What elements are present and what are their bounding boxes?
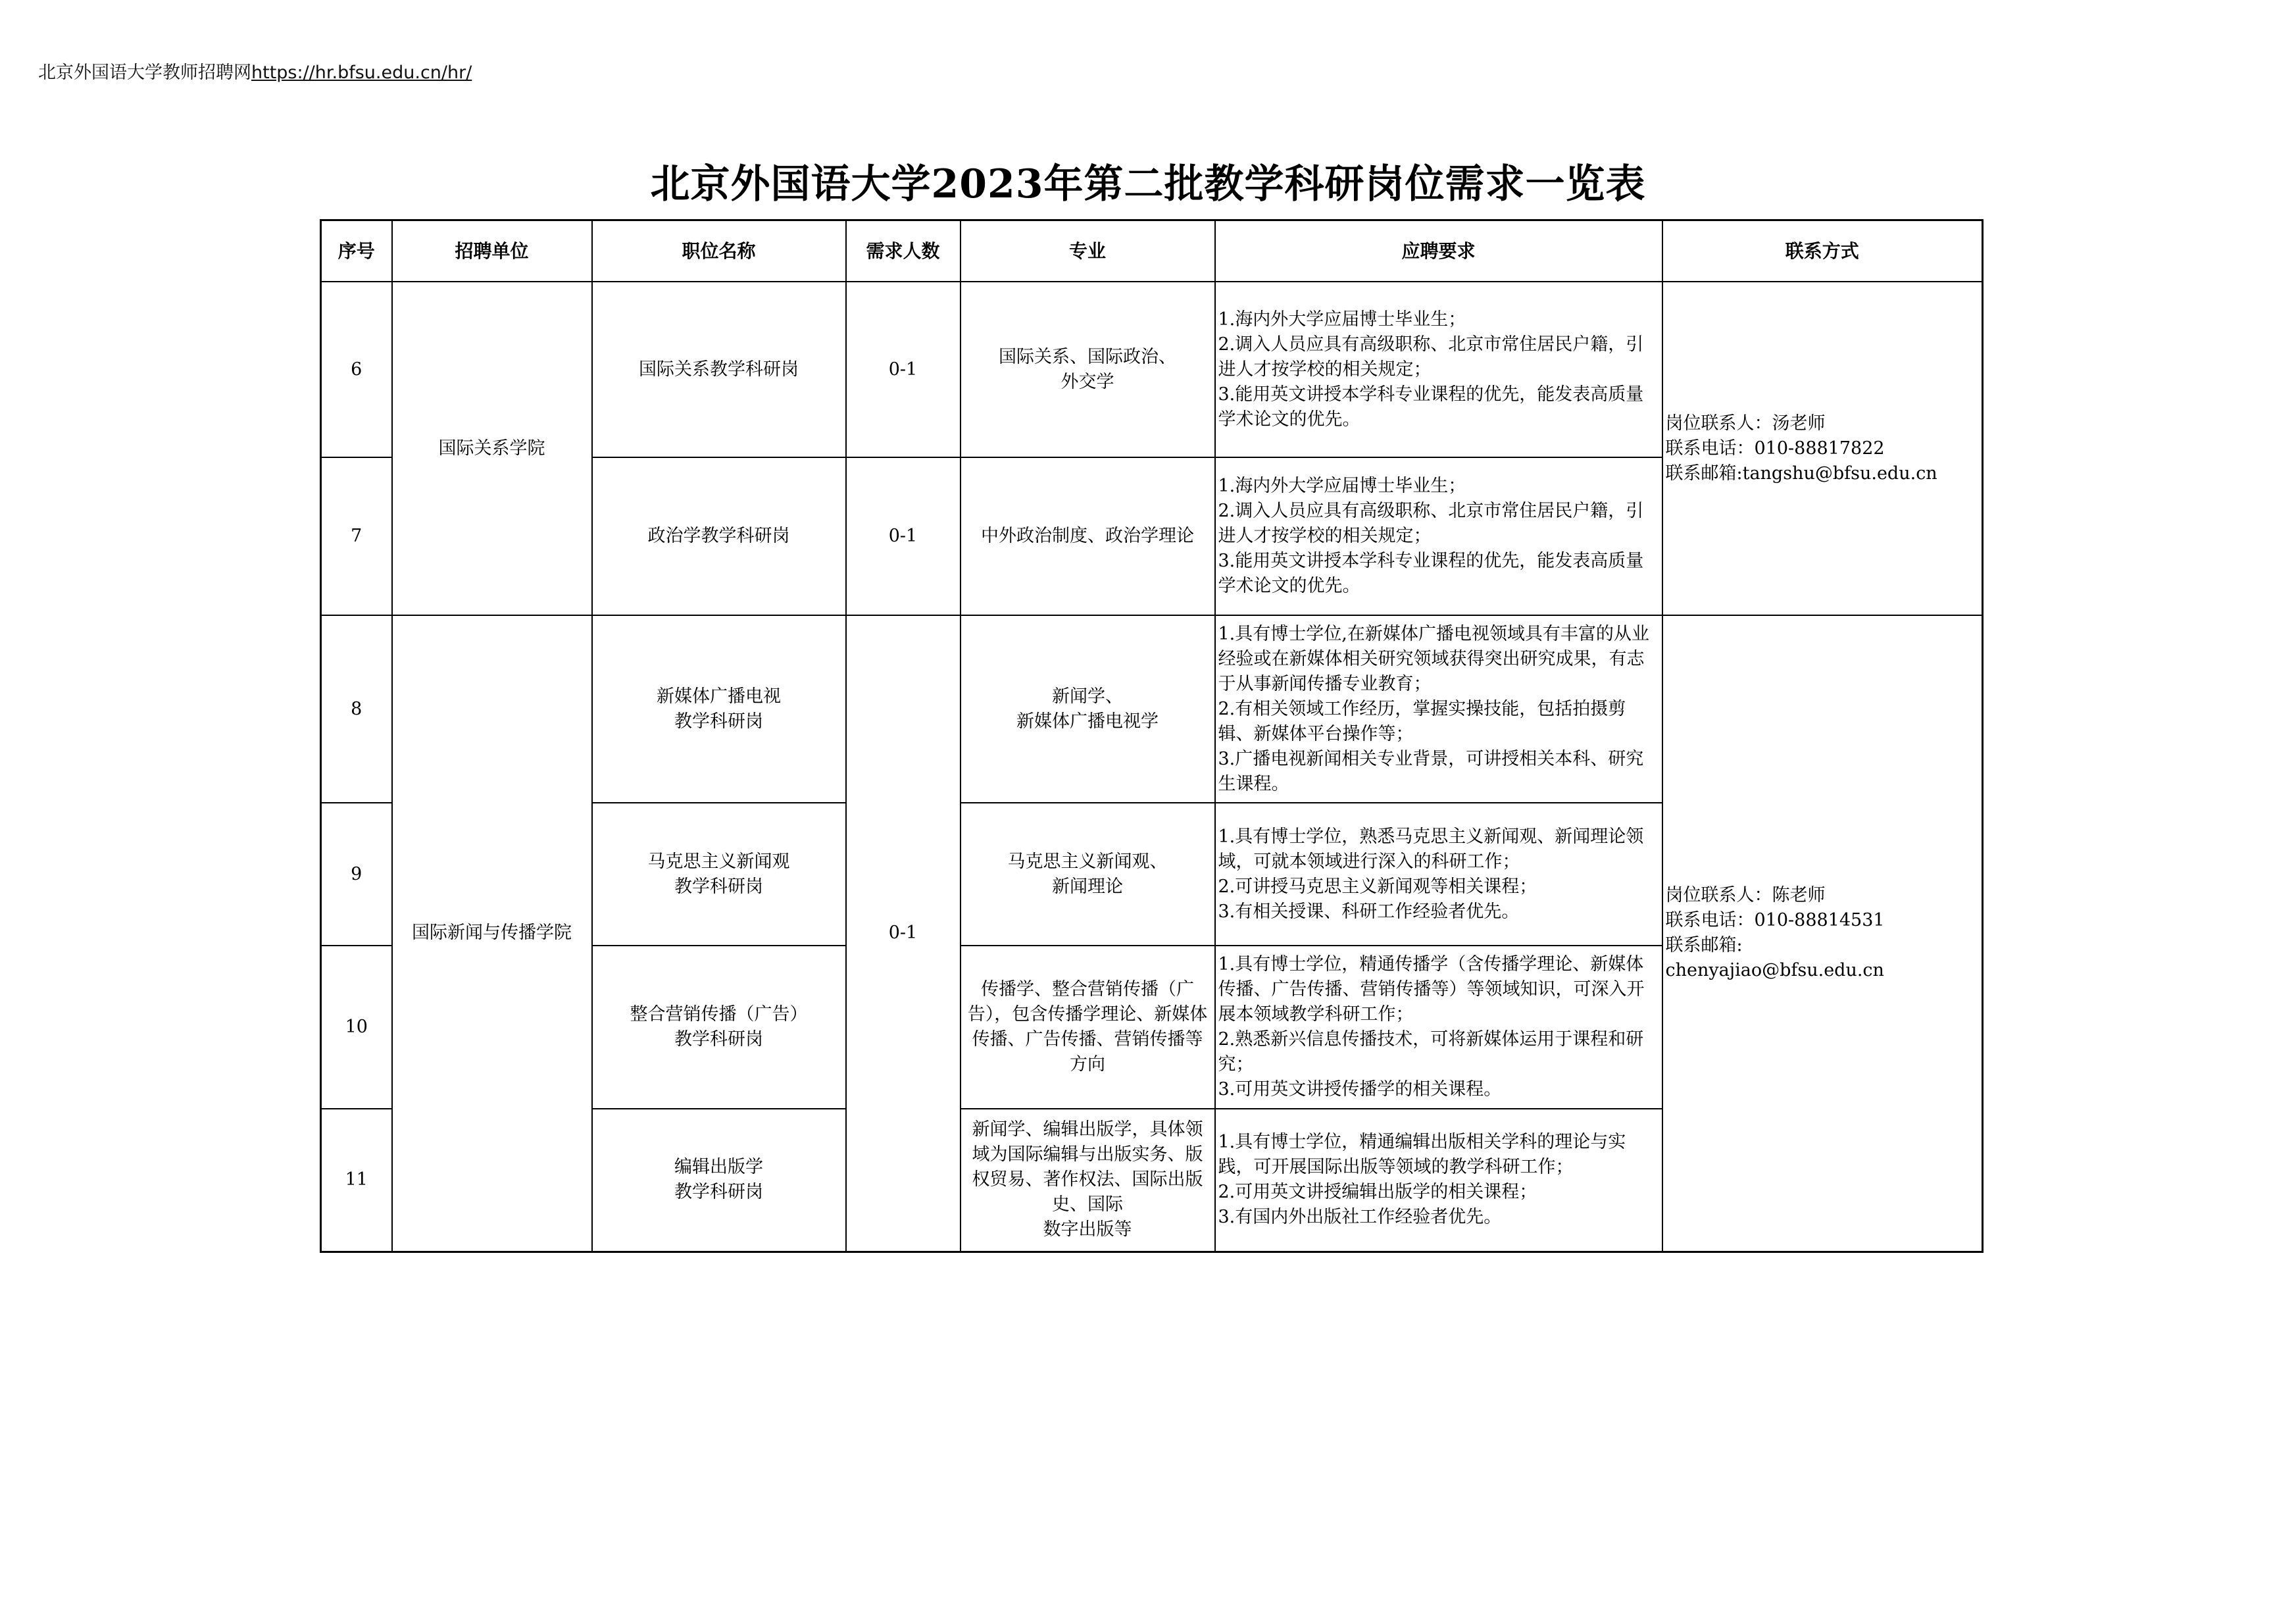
position-name: 编辑出版学 教学科研岗 <box>592 1109 846 1252</box>
headcount: 0-1 <box>846 615 961 1252</box>
recruiting-unit: 国际关系学院 <box>392 282 592 615</box>
header-no: 序号 <box>321 220 392 282</box>
header-contact: 联系方式 <box>1662 220 1983 282</box>
position-name: 整合营销传播（广告） 教学科研岗 <box>592 946 846 1109</box>
header-unit: 招聘单位 <box>392 220 592 282</box>
site-url-link[interactable]: https://hr.bfsu.edu.cn/hr/ <box>251 63 472 83</box>
headcount: 0-1 <box>846 282 961 457</box>
major: 新闻学、 新媒体广播电视学 <box>961 615 1215 803</box>
requirements: 1.具有博士学位，熟悉马克思主义新闻观、新闻理论领域，可就本领域进行深入的科研工作； 2.可讲授马克思主义新闻观等相关课程； 3.有相关授课、科研工作经验者优先。 <box>1215 803 1662 946</box>
site-name: 北京外国语大学教师招聘网 <box>38 63 251 83</box>
major: 传播学、整合营销传播（广告），包含传播学理论、新媒体传播、广告传播、营销传播等方向 <box>961 946 1215 1109</box>
contact-info: 岗位联系人：汤老师 联系电话：010-88817822 联系邮箱:tangshu@bfsu.edu.cn <box>1662 282 1983 615</box>
row-no: 11 <box>321 1109 392 1252</box>
requirements: 1.具有博士学位，精通传播学（含传播学理论、新媒体传播、广告传播、营销传播等）等领域知识，可深入开展本领域教学科研工作； 2.熟悉新兴信息传播技术，可将新媒体运用于课程和研究； 3.可用英文讲授传播学的相关课程。 <box>1215 946 1662 1109</box>
requirements: 1.海内外大学应届博士毕业生； 2.调入人员应具有高级职称、北京市常住居民户籍，引进人才按学校的相关规定； 3.能用英文讲授本学科专业课程的优先，能发表高质量学术论文的优先。 <box>1215 457 1662 615</box>
row-no: 8 <box>321 615 392 803</box>
header-position: 职位名称 <box>592 220 846 282</box>
position-name: 国际关系教学科研岗 <box>592 282 846 457</box>
table-row <box>321 282 1983 457</box>
requirements: 1.具有博士学位,在新媒体广播电视领域具有丰富的从业经验或在新媒体相关研究领域获得突出研究成果，有志于从事新闻传播专业教育； 2.有相关领域工作经历，掌握实操技能，包括拍摄剪辑、新媒体平台操作等； 3.广播电视新闻相关专业背景，可讲授相关本科、研究生课程。 <box>1215 615 1662 803</box>
row-no: 9 <box>321 803 392 946</box>
row-no: 6 <box>321 282 392 457</box>
requirements: 1.海内外大学应届博士毕业生； 2.调入人员应具有高级职称、北京市常住居民户籍，引进人才按学校的相关规定； 3.能用英文讲授本学科专业课程的优先，能发表高质量学术论文的优先。 <box>1215 282 1662 457</box>
major: 马克思主义新闻观、 新闻理论 <box>961 803 1215 946</box>
positions-table <box>320 219 1984 1253</box>
recruiting-unit: 国际新闻与传播学院 <box>392 615 592 1252</box>
site-header <box>38 58 472 84</box>
header-major: 专业 <box>961 220 1215 282</box>
requirements: 1.具有博士学位，精通编辑出版相关学科的理论与实践，可开展国际出版等领域的教学科研工作； 2.可用英文讲授编辑出版学的相关课程； 3.有国内外出版社工作经验者优先。 <box>1215 1109 1662 1252</box>
page-title: 北京外国语大学2023年第二批教学科研岗位需求一览表 <box>650 161 1646 207</box>
table-header-row <box>321 220 1983 282</box>
row-no: 10 <box>321 946 392 1109</box>
position-name: 马克思主义新闻观 教学科研岗 <box>592 803 846 946</box>
major: 新闻学、编辑出版学，具体领域为国际编辑与出版实务、版权贸易、著作权法、国际出版史、国际 数字出版等 <box>961 1109 1215 1252</box>
table-row <box>321 615 1983 803</box>
position-name: 新媒体广播电视 教学科研岗 <box>592 615 846 803</box>
row-no: 7 <box>321 457 392 615</box>
headcount: 0-1 <box>846 457 961 615</box>
header-count: 需求人数 <box>846 220 961 282</box>
position-name: 政治学教学科研岗 <box>592 457 846 615</box>
major: 国际关系、国际政治、 外交学 <box>961 282 1215 457</box>
contact-info: 岗位联系人：陈老师 联系电话：010-88814531 联系邮箱: chenyajiao@bfsu.edu.cn <box>1662 615 1983 1252</box>
major: 中外政治制度、政治学理论 <box>961 457 1215 615</box>
header-requirements: 应聘要求 <box>1215 220 1662 282</box>
